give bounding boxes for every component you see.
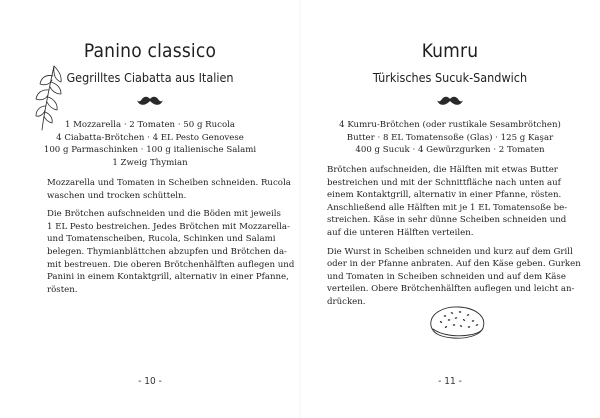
text-line: mit bestreuen. Die oberen Brötchenhälften auflegen und: [47, 259, 295, 270]
ingredient-line: 4 Ciabatta-Brötchen · 4 EL Pesto Genovese: [56, 132, 244, 143]
instruction-paragraph: [47, 208, 295, 296]
recipe-instructions: [47, 177, 295, 302]
text-line: und Tomaten in Scheiben schneiden und auf dem Käse: [327, 271, 566, 282]
ingredient-list: [300, 119, 600, 157]
sesame-bun-icon: [425, 302, 489, 342]
right-page: [300, 0, 600, 418]
text-line: drücken.: [327, 296, 366, 307]
text-line: oder in der Pfanne anbraten. Auf den Käse geben. Gurken: [327, 259, 581, 270]
text-line: einem Kontaktgrill, alternativ in einer Pfanne, rösten.: [327, 190, 562, 201]
ingredient-line: Butter · 8 EL Tomatensoße (Glas) · 125 g Kaşar: [346, 132, 554, 143]
page-number: - 11 -: [438, 376, 462, 387]
instruction-paragraph: [327, 246, 581, 309]
text-line: Die Wurst in Scheiben schneiden und kurz auf dem Grill: [327, 246, 573, 257]
text-line: Die Brötchen aufschneiden und die Böden mit jeweils: [47, 209, 281, 220]
text-line: streichen. Käse in sehr dünne Scheiben schneiden und: [327, 215, 567, 226]
text-line: Panini in einem Kontaktgrill, alternativ in einer Pfanne,: [47, 272, 289, 283]
recipe-subtitle: Gegrilltes Ciabatta aus Italien: [66, 70, 234, 85]
recipe-title: Panino classico: [83, 40, 217, 62]
page-number: - 10 -: [138, 376, 162, 387]
text-line: verteilen. Obere Brötchenhälften auflegen und leicht an-: [327, 284, 575, 295]
mustache-icon: [137, 95, 163, 107]
text-line: bestreichen und mit der Schnittfläche nach unten auf: [327, 177, 561, 188]
recipe-title: Kumru: [421, 40, 479, 62]
text-line: waschen und trocken schütteln.: [47, 190, 187, 201]
ingredient-line: 100 g Parmaschinken · 100 g italienische Salami: [43, 145, 257, 156]
ingredient-line: 1 Mozzarella · 2 Tomaten · 50 g Rucola: [64, 120, 236, 130]
ingredient-list: [0, 119, 300, 169]
recipe-instructions: [327, 164, 581, 315]
text-line: 1 EL Pesto bestreichen. Jedes Brötchen mit Mozzarella-: [47, 221, 290, 232]
instruction-paragraph: [47, 177, 291, 202]
mustache-icon: [437, 95, 463, 107]
ingredient-line: 4 Kumru-Brötchen (oder rustikale Sesambrötchen): [339, 120, 561, 130]
text-line: Anschließend alle Hälften mit je 1 EL Tomatensoße be-: [327, 202, 568, 213]
text-line: Brötchen aufschneiden, die Hälften mit etwas Butter: [327, 165, 558, 175]
text-line: rösten.: [47, 284, 78, 295]
text-line: belegen. Thymianblättchen abzupfen und Brötchen da-: [47, 246, 287, 257]
instruction-paragraph: [327, 164, 568, 240]
text-line: Mozzarella und Tomaten in Scheiben schneiden. Rucola: [47, 178, 291, 188]
recipe-subtitle: Türkisches Sucuk-Sandwich: [372, 70, 528, 85]
text-line: und Tomatenscheiben, Rucola, Schinken und Salami: [47, 234, 276, 245]
text-line: auf die unteren Hälften verteilen.: [327, 227, 474, 238]
ingredient-line: 400 g Sucuk · 4 Gewürzgurken · 2 Tomaten: [355, 145, 545, 156]
ingredient-line: 1 Zweig Thymian: [112, 157, 188, 168]
